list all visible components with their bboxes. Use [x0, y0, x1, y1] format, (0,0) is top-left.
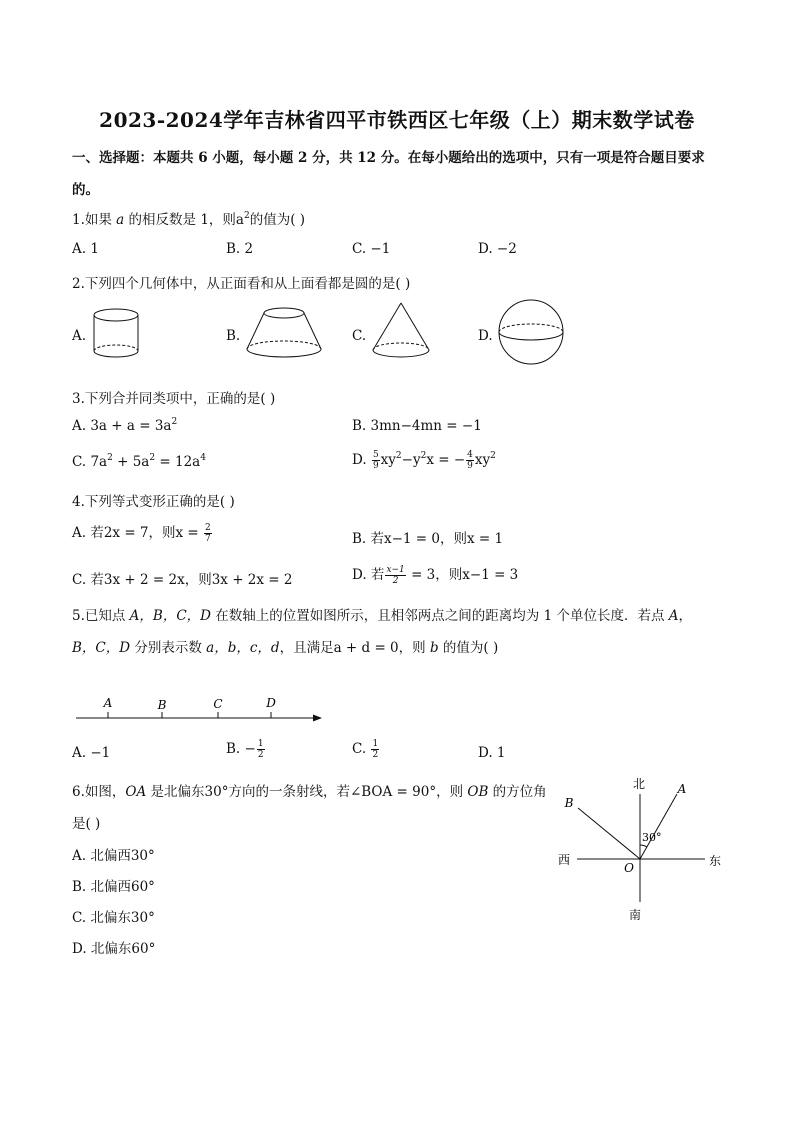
- section-heading: 一、选择题：本题共 6 小题，每小题 2 分，共 12 分。在每小题给出的选项中，只有一项是符合题目要求: [72, 150, 705, 166]
- q5-l1-a: 5.已知点: [72, 608, 130, 624]
- q4-option-c[interactable]: C. 若3x + 2 = 2x，则3x + 2x = 2: [72, 572, 293, 588]
- q3-d-p2: −y: [401, 452, 421, 468]
- question-2: 2.下列四个几何体中，从正面看和从上面看都是圆的是( ): [72, 276, 411, 292]
- q2-option-d-label[interactable]: D.: [478, 328, 493, 344]
- q1-text-c: 的值为( ): [249, 212, 306, 228]
- q5-b-num: 1: [257, 739, 264, 749]
- q3-d-p1: xy: [380, 452, 396, 468]
- q2-option-b-label[interactable]: B.: [226, 328, 241, 344]
- axis-label-d: D: [266, 696, 276, 710]
- q6-oa: OA: [125, 784, 147, 800]
- q5-option-d[interactable]: D. 1: [478, 745, 506, 761]
- q5-l2-a: 分别表示数: [130, 640, 207, 656]
- q5-l2-vars: a，b，c，d: [206, 640, 280, 656]
- q3-d-n2: 4: [467, 450, 473, 460]
- q1-expr-sup: 2: [243, 211, 250, 221]
- q3-d-n1: 5: [372, 450, 379, 460]
- compass-figure: [550, 772, 730, 927]
- q2-option-a-label[interactable]: A.: [72, 328, 87, 344]
- q1-option-d[interactable]: D. −2: [478, 241, 517, 257]
- q6-option-a[interactable]: A. 北偏西30°: [72, 848, 155, 864]
- page-title: 2023-2024学年吉林省四平市铁西区七年级（上）期末数学试卷: [99, 108, 695, 132]
- q5-l2-b: ，且满足: [279, 640, 334, 656]
- q3-c-s2: 2: [149, 453, 156, 463]
- q4-a-num: 2: [205, 523, 211, 533]
- q6-option-b[interactable]: B. 北偏西60°: [72, 879, 155, 895]
- q3-c-label: C.: [72, 454, 91, 470]
- cylinder-icon: [90, 305, 146, 361]
- question-4: 4.下列等式变形正确的是( ): [72, 494, 235, 510]
- q4-d-post: = 3，则x−1 = 3: [406, 567, 519, 583]
- q5-l2-d: 的值为( ): [438, 640, 499, 656]
- q6-l1-b: 是北偏东: [146, 784, 205, 800]
- q6-l1-a: 6.如图，: [72, 784, 126, 800]
- q3-c-s3: 4: [200, 453, 206, 463]
- label-west: 西: [557, 853, 571, 867]
- q3-d-p4: xy: [474, 452, 491, 468]
- axis-label-b: B: [157, 698, 167, 712]
- q3-c-p2: + 5a: [112, 454, 150, 470]
- q3-c-p3: = 12a: [155, 454, 201, 470]
- q6-l1-d: ，则: [436, 784, 468, 800]
- label-south: 南: [628, 908, 642, 922]
- q3-d-p3: x = −: [426, 452, 466, 468]
- q3-d-label: D.: [352, 452, 371, 468]
- q4-d-num: x−1: [386, 565, 405, 575]
- q3-d-d2: 9: [467, 461, 473, 471]
- q5-l1-points: A，B，C，D: [129, 608, 211, 624]
- label-angle: 30°: [642, 831, 662, 844]
- q3-option-c[interactable]: [72, 454, 206, 470]
- q1-option-a[interactable]: A. 1: [72, 241, 99, 257]
- q1-expr-base: a: [235, 212, 244, 228]
- q5-c-den: 2: [372, 750, 379, 760]
- label-b: B: [564, 796, 574, 810]
- q5-b-pre: B. −: [226, 741, 256, 757]
- q3-d-d1: 9: [372, 461, 379, 471]
- q5-l2-expr: a + d = 0: [333, 640, 399, 656]
- q3-d-s1: 2: [395, 451, 402, 461]
- q1-text-a: 1.如果: [72, 212, 117, 228]
- section-heading-cont: 的。: [72, 182, 99, 198]
- q3-option-b[interactable]: [352, 418, 482, 434]
- q4-d-den: 2: [392, 576, 399, 586]
- q5-l1-b: 在数轴上的位置如图所示，且相邻两点之间的距离均为 1 个单位长度．若点: [211, 608, 669, 624]
- question-6-line-1: [72, 780, 547, 800]
- label-a: A: [677, 782, 687, 796]
- q5-l2-var: b: [429, 640, 439, 656]
- label-o: O: [624, 861, 634, 875]
- q1-text-b: 的相反数是 1，则: [124, 212, 236, 228]
- q4-option-b[interactable]: B. 若x−1 = 0，则x = 1: [352, 531, 504, 547]
- q4-option-a[interactable]: [72, 521, 213, 544]
- cone-icon: [370, 300, 432, 362]
- q5-c-frac: [371, 739, 379, 760]
- q6-expr: ∠BOA = 90°: [349, 784, 437, 800]
- q3-b-expr: 3mn−4mn = −1: [370, 418, 482, 434]
- q4-d-pre: D. 若: [352, 567, 385, 583]
- q5-option-a[interactable]: A. −1: [72, 745, 111, 761]
- q5-b-frac: [257, 739, 265, 760]
- question-5-line-2: [72, 636, 498, 656]
- q6-option-c[interactable]: C. 北偏东30°: [72, 910, 155, 926]
- q6-l1-c: 方向的一条射线，若: [228, 784, 350, 800]
- q2-option-c-label[interactable]: C.: [352, 328, 367, 344]
- q5-l1-point-a: A: [668, 608, 679, 624]
- q1-var: a: [116, 212, 125, 228]
- sphere-icon: [496, 298, 568, 366]
- question-1: [72, 208, 305, 228]
- question-6-line-2: 是( ): [72, 816, 101, 832]
- q3-c-p1: 7a: [90, 454, 108, 470]
- q3-a-expr: 3a + a = 3a: [90, 418, 172, 434]
- q5-l2-c: ，则: [398, 640, 430, 656]
- q3-c-s1: 2: [107, 453, 113, 463]
- q3-b-label: B.: [352, 418, 371, 434]
- q5-option-b[interactable]: [226, 739, 266, 760]
- q5-c-pre: C.: [352, 741, 371, 757]
- q4-a-pre: A. 若2x = 7，则x =: [72, 525, 204, 541]
- q4-option-d[interactable]: [352, 563, 518, 586]
- label-north: 北: [632, 777, 646, 791]
- q4-a-frac: [204, 523, 212, 544]
- q5-l1-c: ，: [678, 608, 693, 624]
- q1-option-b[interactable]: B. 2: [226, 241, 254, 257]
- q3-d-s2: 2: [420, 451, 427, 461]
- q3-d-frac-1: [372, 450, 380, 471]
- q5-c-num: 1: [372, 739, 379, 749]
- q5-l2-points: B，C，D: [72, 640, 131, 656]
- q6-l1-e: 的方位角: [488, 784, 547, 800]
- q6-option-d[interactable]: D. 北偏东60°: [72, 941, 156, 957]
- number-line: [72, 690, 327, 730]
- q4-d-frac: [385, 565, 405, 586]
- q3-d-frac-2: [466, 450, 474, 471]
- q3-a-sup: 2: [171, 417, 178, 427]
- q3-option-a[interactable]: [72, 418, 177, 434]
- axis-label-a: A: [103, 696, 113, 710]
- q1-option-c[interactable]: C. −1: [352, 241, 391, 257]
- frustum-icon: [244, 305, 324, 361]
- axis-label-c: C: [213, 697, 223, 711]
- question-5-line-1: [72, 604, 692, 624]
- q3-d-s4: 2: [490, 451, 496, 461]
- q3-option-d[interactable]: [352, 450, 496, 471]
- question-3: 3.下列合并同类项中，正确的是( ): [72, 391, 276, 407]
- q6-ob: OB: [467, 784, 489, 800]
- label-east: 东: [708, 854, 722, 868]
- q6-deg: 30°: [204, 784, 229, 800]
- q4-a-den: 7: [205, 534, 211, 544]
- q3-a-label: A.: [72, 418, 91, 434]
- q5-b-den: 2: [257, 750, 264, 760]
- q5-option-c[interactable]: [352, 739, 380, 760]
